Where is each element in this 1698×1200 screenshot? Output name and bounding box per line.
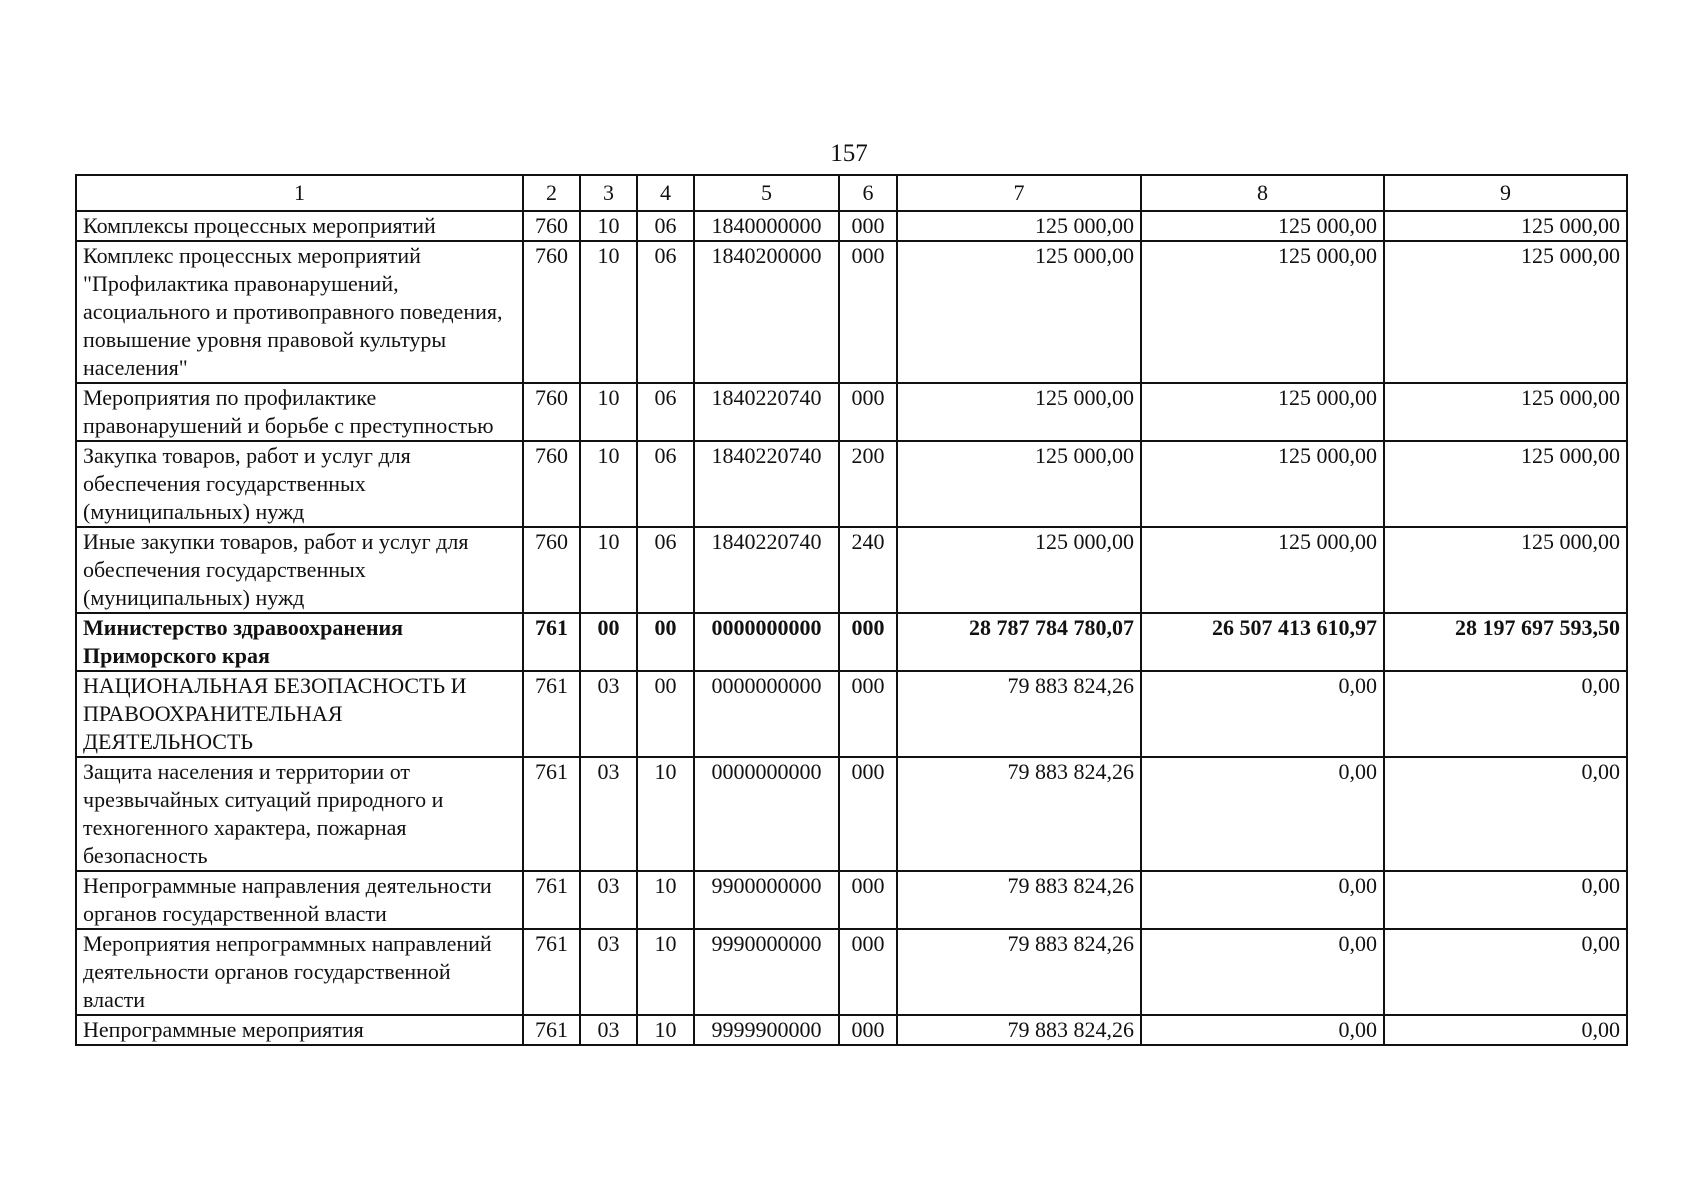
cell-amount-8: 0,00 xyxy=(1141,929,1384,1015)
cell-name: Комплекс процессных мероприятий "Профилактика правонарушений, асоциального и противоправного поведения, повышение уровня правовой культуры населения" xyxy=(76,241,523,383)
cell-name: Мероприятия по профилактике правонарушений и борьбе с преступностью xyxy=(76,383,523,441)
cell-code-2: 761 xyxy=(523,929,580,1015)
cell-amount-8: 125 000,00 xyxy=(1141,383,1384,441)
cell-amount-9: 125 000,00 xyxy=(1384,441,1627,527)
cell-name: Защита населения и территории от чрезвычайных ситуаций природного и техногенного характера, пожарная безопасность xyxy=(76,757,523,871)
cell-code-4: 10 xyxy=(637,1015,694,1045)
cell-code-3: 10 xyxy=(580,383,637,441)
table-body xyxy=(76,211,1627,1045)
cell-code-6: 000 xyxy=(839,929,897,1015)
column-number-header-row xyxy=(76,175,1627,211)
cell-name: Непрограммные направления деятельности органов государственной власти xyxy=(76,871,523,929)
cell-amount-9: 0,00 xyxy=(1384,1015,1627,1045)
column-header: 1 xyxy=(76,175,523,211)
cell-code-5: 0000000000 xyxy=(694,671,839,757)
cell-code-6: 000 xyxy=(839,1015,897,1045)
cell-amount-7: 79 883 824,26 xyxy=(897,757,1141,871)
column-header: 8 xyxy=(1141,175,1384,211)
cell-code-4: 10 xyxy=(637,929,694,1015)
cell-amount-8: 0,00 xyxy=(1141,1015,1384,1045)
cell-code-2: 760 xyxy=(523,441,580,527)
cell-amount-7: 79 883 824,26 xyxy=(897,671,1141,757)
cell-code-4: 06 xyxy=(637,241,694,383)
cell-code-5: 0000000000 xyxy=(694,757,839,871)
cell-name: Комплексы процессных мероприятий xyxy=(76,211,523,241)
cell-code-3: 03 xyxy=(580,871,637,929)
cell-code-5: 0000000000 xyxy=(694,613,839,671)
cell-code-4: 06 xyxy=(637,441,694,527)
cell-code-2: 761 xyxy=(523,613,580,671)
cell-name: Министерство здравоохранения Приморского края xyxy=(76,613,523,671)
cell-code-2: 761 xyxy=(523,671,580,757)
cell-name: Мероприятия непрограммных направлений деятельности органов государственной власти xyxy=(76,929,523,1015)
cell-amount-7: 125 000,00 xyxy=(897,383,1141,441)
table-row xyxy=(76,383,1627,441)
cell-amount-8: 125 000,00 xyxy=(1141,241,1384,383)
table-row xyxy=(76,441,1627,527)
cell-code-2: 760 xyxy=(523,241,580,383)
cell-code-2: 760 xyxy=(523,211,580,241)
cell-amount-7: 125 000,00 xyxy=(897,527,1141,613)
cell-code-3: 10 xyxy=(580,241,637,383)
cell-code-5: 9999900000 xyxy=(694,1015,839,1045)
cell-amount-7: 28 787 784 780,07 xyxy=(897,613,1141,671)
cell-amount-8: 0,00 xyxy=(1141,757,1384,871)
cell-code-3: 03 xyxy=(580,1015,637,1045)
cell-code-4: 10 xyxy=(637,871,694,929)
cell-amount-9: 0,00 xyxy=(1384,757,1627,871)
cell-amount-9: 125 000,00 xyxy=(1384,527,1627,613)
cell-code-3: 03 xyxy=(580,929,637,1015)
cell-code-2: 761 xyxy=(523,871,580,929)
cell-code-4: 00 xyxy=(637,613,694,671)
table-row xyxy=(76,211,1627,241)
cell-amount-8: 0,00 xyxy=(1141,671,1384,757)
cell-amount-9: 125 000,00 xyxy=(1384,383,1627,441)
cell-code-3: 03 xyxy=(580,757,637,871)
column-header: 9 xyxy=(1384,175,1627,211)
column-header: 4 xyxy=(637,175,694,211)
table-row xyxy=(76,613,1627,671)
cell-code-6: 240 xyxy=(839,527,897,613)
cell-amount-9: 0,00 xyxy=(1384,929,1627,1015)
cell-code-6: 000 xyxy=(839,671,897,757)
cell-code-6: 000 xyxy=(839,383,897,441)
cell-code-5: 9900000000 xyxy=(694,871,839,929)
cell-code-6: 000 xyxy=(839,871,897,929)
cell-amount-8: 125 000,00 xyxy=(1141,527,1384,613)
cell-code-2: 761 xyxy=(523,1015,580,1045)
cell-amount-7: 125 000,00 xyxy=(897,241,1141,383)
cell-amount-9: 28 197 697 593,50 xyxy=(1384,613,1627,671)
cell-code-5: 1840000000 xyxy=(694,211,839,241)
cell-amount-9: 125 000,00 xyxy=(1384,211,1627,241)
cell-code-3: 10 xyxy=(580,527,637,613)
cell-amount-9: 125 000,00 xyxy=(1384,241,1627,383)
cell-code-4: 06 xyxy=(637,383,694,441)
cell-amount-7: 125 000,00 xyxy=(897,441,1141,527)
cell-code-3: 00 xyxy=(580,613,637,671)
cell-amount-8: 0,00 xyxy=(1141,871,1384,929)
cell-code-3: 03 xyxy=(580,671,637,757)
cell-name: НАЦИОНАЛЬНАЯ БЕЗОПАСНОСТЬ И ПРАВООХРАНИТЕЛЬНАЯ ДЕЯТЕЛЬНОСТЬ xyxy=(76,671,523,757)
cell-code-2: 760 xyxy=(523,527,580,613)
column-header: 7 xyxy=(897,175,1141,211)
column-header: 2 xyxy=(523,175,580,211)
table-row xyxy=(76,527,1627,613)
table-row xyxy=(76,871,1627,929)
cell-code-6: 000 xyxy=(839,613,897,671)
page-number: 157 xyxy=(830,140,868,167)
cell-amount-8: 125 000,00 xyxy=(1141,211,1384,241)
cell-code-6: 000 xyxy=(839,211,897,241)
table-row xyxy=(76,241,1627,383)
cell-amount-8: 26 507 413 610,97 xyxy=(1141,613,1384,671)
cell-code-4: 10 xyxy=(637,757,694,871)
cell-amount-7: 79 883 824,26 xyxy=(897,871,1141,929)
cell-code-6: 200 xyxy=(839,441,897,527)
cell-code-6: 000 xyxy=(839,757,897,871)
table-row xyxy=(76,929,1627,1015)
cell-code-4: 06 xyxy=(637,211,694,241)
cell-code-4: 06 xyxy=(637,527,694,613)
cell-code-5: 1840220740 xyxy=(694,527,839,613)
table-row xyxy=(76,671,1627,757)
cell-code-6: 000 xyxy=(839,241,897,383)
cell-amount-7: 79 883 824,26 xyxy=(897,1015,1141,1045)
table-row xyxy=(76,757,1627,871)
cell-code-2: 761 xyxy=(523,757,580,871)
cell-code-2: 760 xyxy=(523,383,580,441)
cell-code-5: 1840220740 xyxy=(694,441,839,527)
cell-amount-9: 0,00 xyxy=(1384,871,1627,929)
cell-code-3: 10 xyxy=(580,441,637,527)
cell-code-3: 10 xyxy=(580,211,637,241)
cell-name: Иные закупки товаров, работ и услуг для обеспечения государственных (муниципальных) нужд xyxy=(76,527,523,613)
cell-name: Закупка товаров, работ и услуг для обеспечения государственных (муниципальных) нужд xyxy=(76,441,523,527)
cell-code-5: 9990000000 xyxy=(694,929,839,1015)
cell-code-4: 00 xyxy=(637,671,694,757)
column-header: 5 xyxy=(694,175,839,211)
budget-table xyxy=(75,174,1628,1046)
cell-amount-7: 79 883 824,26 xyxy=(897,929,1141,1015)
cell-amount-9: 0,00 xyxy=(1384,671,1627,757)
column-header: 3 xyxy=(580,175,637,211)
cell-amount-8: 125 000,00 xyxy=(1141,441,1384,527)
cell-name: Непрограммные мероприятия xyxy=(76,1015,523,1045)
cell-amount-7: 125 000,00 xyxy=(897,211,1141,241)
cell-code-5: 1840200000 xyxy=(694,241,839,383)
column-header: 6 xyxy=(839,175,897,211)
cell-code-5: 1840220740 xyxy=(694,383,839,441)
table-row xyxy=(76,1015,1627,1045)
